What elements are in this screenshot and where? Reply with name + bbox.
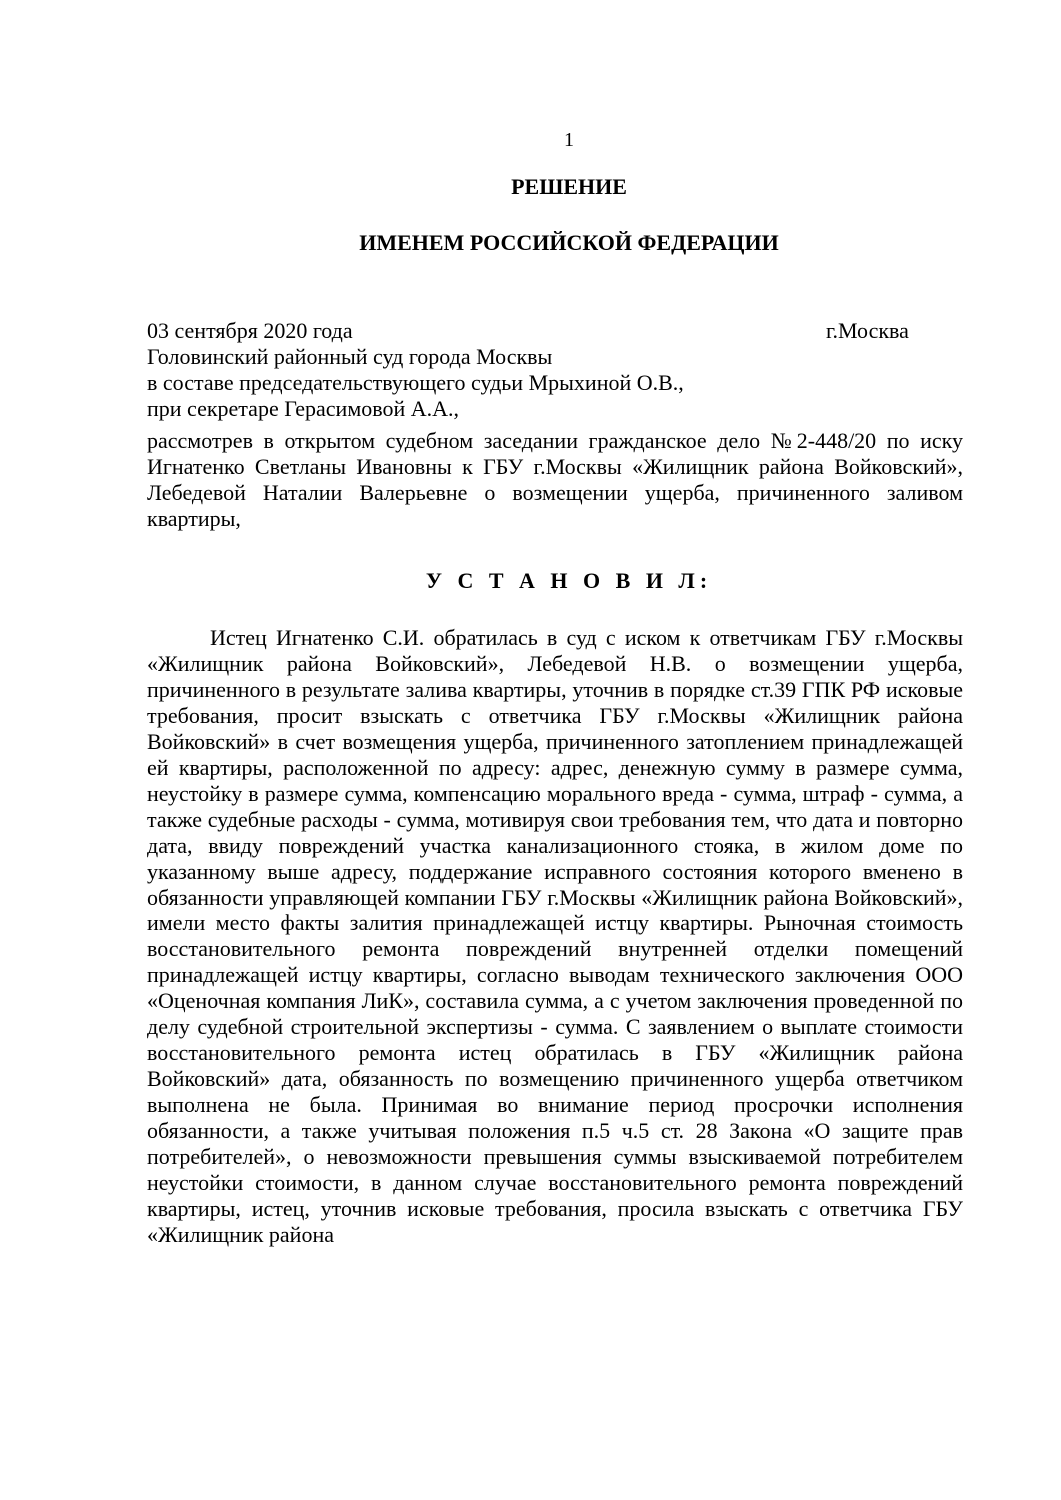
body-paragraph: Истец Игнатенко С.И. обратилась в суд с иском к ответчикам ГБУ г.Москвы «Жилищник района Войковский», Лебедевой Н.В. о возмещении ущерба, причиненного в результате залива квартиры, уточнив в порядке ст.39 ГПК РФ исковые требования, просит взыскать с ответчика ГБУ г.Москвы «Жилищник района Войковский» в счет возмещения ущерба, причиненного затоплением принадлежащей ей квартиры, расположенной по адресу: адрес, денежную сумму в размере сумма, неустойку в размере сумма, компенсацию морального вреда - сумма, штраф - сумма, а также судебные расходы - сумма, мотивируя свои требования тем, что дата и повторно дата, ввиду повреждений участка канализационного стояка, в жилом доме по указанному выше адресу, поддержание исправного состояния которого вменено в обязанности управляющей компании ГБУ г.Москвы «Жилищник района Войковский», имели место факты залития принадлежащей истцу квартиры. Рыночная стоимость восстановительного ремонта повреждений внутренней отделки помещений принадлежащей истцу квартиры, согласно выводам технического заключения ООО «Оценочная компания ЛиК», составила сумма, а с учетом заключения проведенной по делу судебной строительной экспертизы - сумма. С заявлением о выплате стоимости восстановительного ремонта истец обратилась в ГБУ «Жилищник района Войковский» дата, обязанность по возмещению причиненного ущерба ответчиком выполнена не была. Принимая во внимание период просрочки исполнения обязанности, а также учитывая положения п.5 ч.5 ст. 28 Закона «О защите прав потребителей», о невозможности превышения суммы взыскиваемой потребителем неустойки стоимости, в данном случае восстановительного ремонта повреждений квартиры, истец, уточнив исковые требования, просила взыскать с ответчика ГБУ «Жилищник района	[147, 625, 963, 1247]
court-secretary: при секретаре Герасимовой А.А.,	[147, 396, 460, 421]
decision-date: 03 сентября 2020 года	[147, 318, 353, 343]
document-subtitle: ИМЕНЕМ РОССИЙСКОЙ ФЕДЕРАЦИИ	[359, 230, 779, 255]
page-number: 1	[564, 129, 574, 151]
document-title: РЕШЕНИЕ	[511, 174, 627, 199]
decision-city: г.Москва	[826, 318, 909, 343]
court-name: Головинский районный суд города Москвы	[147, 344, 553, 369]
court-composition: в составе председательствующего судьи Мрыхиной О.В.,	[147, 370, 684, 395]
case-intro-paragraph: рассмотрев в открытом судебном заседании гражданское дело №2-448/20 по иску Игнатенко Светланы Ивановны к ГБУ г.Москвы «Жилищник района Войковский», Лебедевой Наталии Валерьевне о возмещении ущерба, причиненного заливом квартиры,	[147, 428, 963, 531]
section-heading-established: У С Т А Н О В И Л:	[425, 568, 713, 593]
